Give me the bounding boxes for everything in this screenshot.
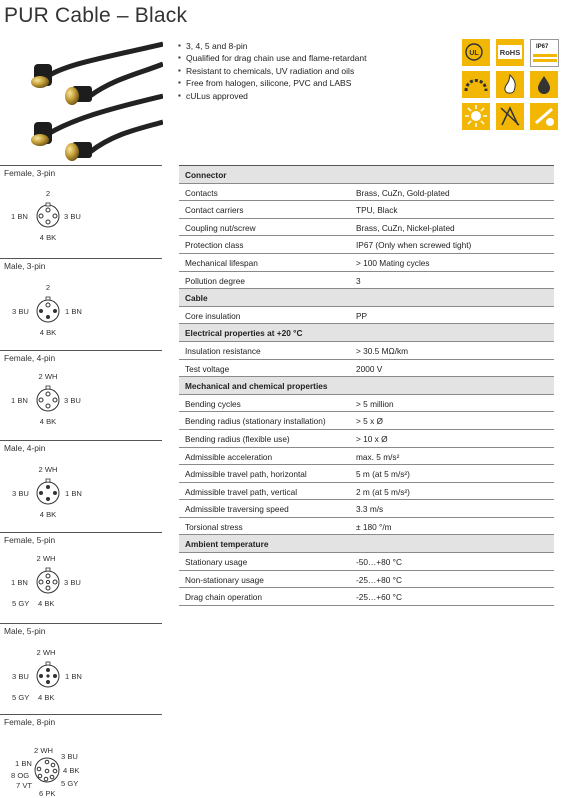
table-row [179,184,554,202]
section-title: Mechanical and chemical properties [185,381,328,392]
pinout-title: Female, 5-pin [4,535,56,545]
spec-value: TPU, Black [356,205,398,216]
spec-table [179,165,554,606]
pin-label: 4 BK [39,233,57,242]
table-section-header [179,535,554,553]
pin-label: 1 BN [15,759,32,768]
spec-value: 3.3 m/s [356,504,384,515]
spec-value: PP [356,310,368,321]
table-row [179,518,554,536]
pin-label: 3 BU [61,752,78,761]
section-title: Cable [185,293,208,304]
spec-value: max. 5 m/s² [356,451,400,462]
table-row [179,465,554,483]
uv-resistant-icon [462,103,490,130]
pinout-title: Male, 3-pin [4,261,46,271]
oil-resistant-icon [530,71,558,98]
spec-name: Bending radius (stationary installation) [185,416,326,427]
pin-label: 2 WH [38,465,58,474]
pin-label: 2 WH [34,746,53,755]
feature-list [178,40,367,102]
spec-name: Pollution degree [185,275,245,286]
feature-item: ▪ Qualified for drag chain use and flame-retardant [178,52,367,64]
spec-name: Coupling nut/screw [185,222,256,233]
table-row [179,307,554,325]
ip-label: IP67 [536,44,549,50]
pin-label: 3 BU [12,489,29,498]
pinout-title: Female, 4-pin [4,353,56,363]
pin-label: 2 [45,283,51,292]
pin-label: 4 BK [63,766,80,775]
table-row [179,571,554,589]
ul-listed-icon [462,39,490,66]
table-row [179,236,554,254]
table-row [179,448,554,466]
pinout-title: Female, 3-pin [4,168,56,178]
table-row [179,219,554,237]
pin-label: 4 BK [39,510,57,519]
connector-face-diagram [0,726,162,798]
pin-label: 3 BU [12,672,29,681]
pin-label: 5 GY [12,693,30,702]
pin-label: 3 BU [12,307,29,316]
halogen-free-icon [496,103,524,130]
pin-label: 1 BN [65,307,82,316]
drag-chain-icon [462,71,490,98]
pin-label: 4 BK [39,417,57,426]
spec-value: 2 m (at 5 m/s²) [356,486,410,497]
spec-value: > 100 Mating cycles [356,257,430,268]
connector-face-diagram [0,362,162,442]
section-title: Electrical properties at +20 °C [185,328,303,339]
table-row [179,395,554,413]
spec-value: > 5 x Ø [356,416,383,427]
connector-face-diagram [0,270,162,350]
pin-label: 2 WH [38,372,58,381]
table-section-header [179,166,554,184]
section-title: Connector [185,170,227,180]
pin-label: 1 BN [65,489,82,498]
feature-item: ▪ 3, 4, 5 and 8-pin [178,40,367,52]
table-section-header [179,324,554,342]
table-section-header [179,289,554,307]
spec-value: ± 180 °/m [356,521,392,532]
spec-name: Drag chain operation [185,592,263,603]
pin-label: 3 BU [64,212,81,221]
spec-name: Admissible travel path, horizontal [185,469,307,480]
section-title: Ambient temperature [185,539,269,550]
flame-retardant-icon [496,71,524,98]
spec-value: Brass, CuZn, Gold-plated [356,187,450,198]
spec-value: -50…+80 °C [356,557,402,568]
spec-name: Non-stationary usage [185,574,264,585]
pin-label: 5 GY [12,599,30,608]
pin-label: 8 OG [11,771,30,780]
spec-name: Mechanical lifespan [185,257,258,268]
table-row [179,553,554,571]
spec-value: -25…+60 °C [356,592,402,603]
page-title: PUR Cable – Black [4,4,188,27]
spec-name: Bending radius (flexible use) [185,433,290,444]
table-row [179,201,554,219]
spec-name: Torsional stress [185,521,243,532]
spec-value: Brass, CuZn, Nickel-plated [356,222,455,233]
spec-value: 2000 V [356,363,383,374]
pinout-title: Male, 5-pin [4,626,46,636]
pin-label: 4 BK [39,328,57,337]
pinout-title: Female, 8-pin [4,717,56,727]
ip67-icon [530,39,559,67]
spec-name: Stationary usage [185,557,248,568]
product-photo [28,34,163,166]
connector-face-diagram [0,544,162,624]
connector-face-diagram [0,452,162,532]
spec-name: Contacts [185,187,218,198]
table-section-header [179,377,554,395]
connector-face-diagram [0,635,162,715]
pin-label: 2 WH [36,648,56,657]
pin-label: 5 GY [61,779,79,788]
spec-value: -25…+80 °C [356,574,402,585]
spec-value: > 5 million [356,398,394,409]
spec-name: Test voltage [185,363,230,374]
spec-name: Insulation resistance [185,345,261,356]
rohs-label: RoHS [499,48,521,57]
table-row [179,483,554,501]
spec-value: 3 [356,275,361,286]
pin-label: 3 BU [64,578,81,587]
pin-label: 2 [45,189,51,198]
pin-label: 4 BK [38,599,55,608]
pin-label: 4 BK [38,693,55,702]
spec-name: Bending cycles [185,398,241,409]
spec-name: Protection class [185,240,244,251]
table-row [179,588,554,606]
pin-label: 6 PK [39,789,56,798]
pin-label: 2 WH [36,554,56,563]
pinout-title: Male, 4-pin [4,443,46,453]
table-row [179,360,554,378]
spec-value: > 30.5 MΩ/km [356,345,409,356]
feature-item: ▪ Free from halogen, silicone, PVC and LABS [178,77,367,89]
spec-value: IP67 (Only when screwed tight) [356,240,472,251]
spec-name: Contact carriers [185,205,244,216]
spec-value: 5 m (at 5 m/s²) [356,469,410,480]
pin-label: 1 BN [65,672,82,681]
table-row [179,342,554,360]
chemical-resistant-icon [530,103,558,130]
spec-value: > 10 x Ø [356,433,388,444]
table-row [179,412,554,430]
feature-item: ▪ Resistant to chemicals, UV radiation and oils [178,65,367,77]
pin-label: 1 BN [11,578,28,587]
pin-label: 7 VT [16,781,33,790]
table-row [179,254,554,272]
spec-name: Admissible traversing speed [185,504,289,515]
table-row [179,430,554,448]
pin-label: 1 BN [11,212,28,221]
table-row [179,500,554,518]
connector-face-diagram [0,177,162,257]
table-row [179,272,554,290]
spec-name: Admissible acceleration [185,451,273,462]
spec-name: Core insulation [185,310,241,321]
pin-label: 1 BN [11,396,28,405]
pin-label: 3 BU [64,396,81,405]
ul-label: UL [469,50,479,57]
feature-item: ▪ cULus approved [178,90,367,102]
spec-name: Admissible travel path, vertical [185,486,298,497]
rohs-icon [496,39,524,66]
